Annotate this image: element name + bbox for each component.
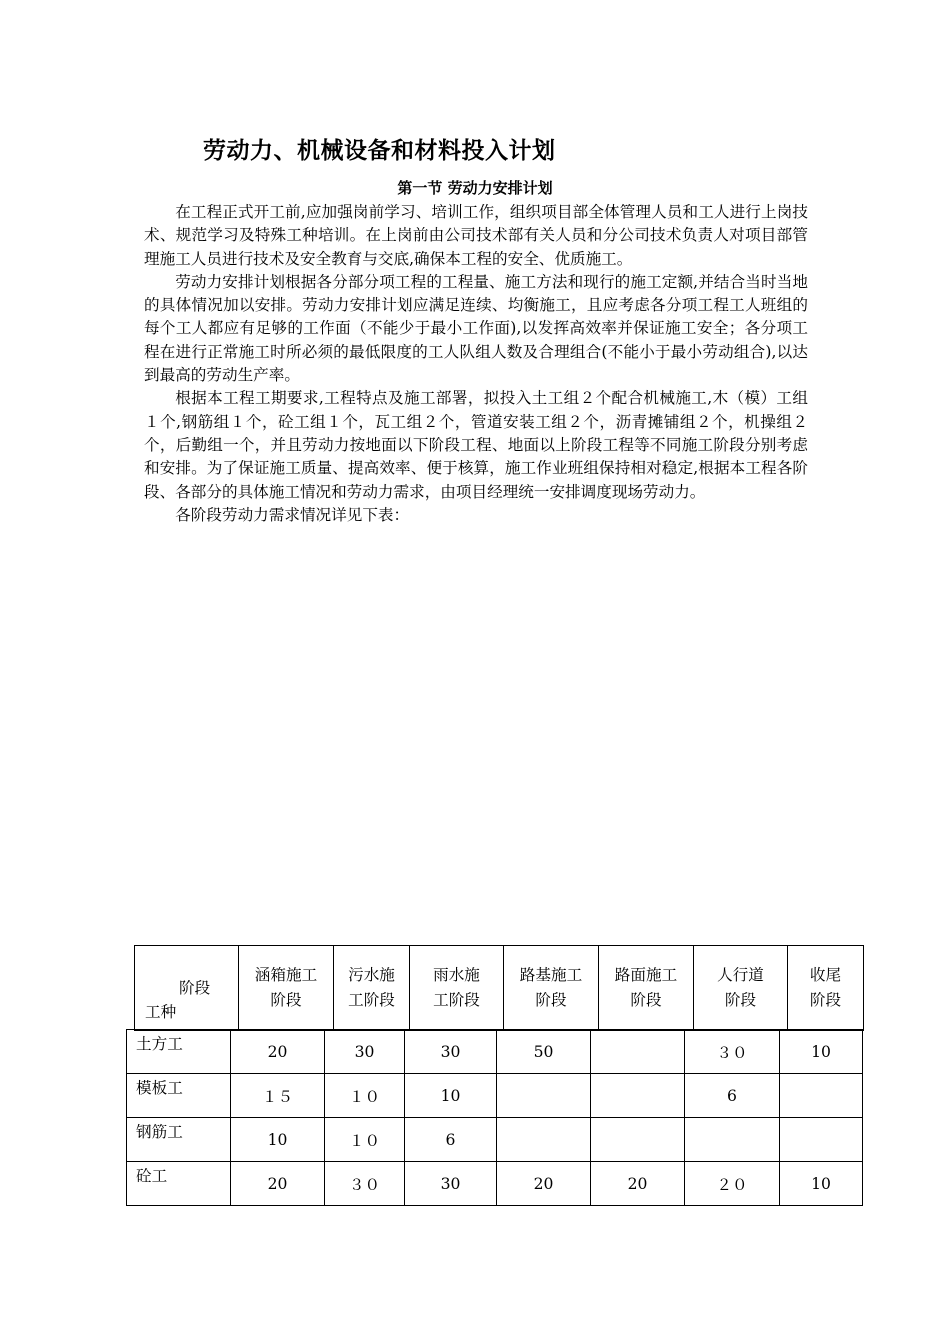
table-row: [127, 1162, 863, 1206]
table-cell: 30: [405, 1030, 497, 1074]
column-header: 收尾 阶段: [788, 946, 864, 1031]
table-cell: ３０: [685, 1030, 780, 1074]
table-cell: [591, 1118, 685, 1162]
table-cell: 20: [591, 1162, 685, 1206]
table-row: [127, 1074, 863, 1118]
table-cell: 10: [405, 1074, 497, 1118]
table-cell: 30: [405, 1162, 497, 1206]
table-cell: ２０: [685, 1162, 780, 1206]
table-cell: 6: [685, 1074, 780, 1118]
paragraph-1: 在工程正式开工前,应加强岗前学习、培训工作，组织项目部全体管理人员和工人进行上岗技术、规范学习及特殊工种培训。在上岗前由公司技术部有关人员和分公司技术负责人对项目部管理施工人员进行技术及安全教育与交底,确保本工程的安全、优质施工。: [144, 203, 808, 268]
column-header: 污水施 工阶段: [334, 946, 410, 1031]
table-cell: 50: [497, 1030, 591, 1074]
body-text: [144, 201, 808, 527]
table-cell: ３０: [325, 1162, 405, 1206]
table-cell: 20: [231, 1162, 325, 1206]
table-cell: [780, 1074, 863, 1118]
table-cell: １０: [325, 1074, 405, 1118]
corner-trade-label: 工种: [145, 1003, 177, 1021]
table-row: [127, 1030, 863, 1074]
paragraph-2: 劳动力安排计划根据各分部分项工程的工程量、施工方法和现行的施工定额,并结合当时当地的具体情况加以安排。劳动力安排计划应满足连续、均衡施工，且应考虑各分项工程工人班组的每个工人都应有足够的工作面（不能少于最小工作面),以发挥高效率并保证施工安全；各分项工程在进行正常施工时所必须的最低限度的工人队组人数及合理组合(不能小于最小劳动组合),以达到最高的劳动生产率。: [144, 272, 808, 385]
table-cell: [780, 1118, 863, 1162]
table-cell: 10: [780, 1162, 863, 1206]
column-header: 雨水施 工阶段: [410, 946, 504, 1031]
table-cell: [497, 1074, 591, 1118]
table-cell: １０: [325, 1118, 405, 1162]
row-label: 钢筋工: [127, 1118, 231, 1162]
paragraph-4: 各阶段劳动力需求情况详见下表：: [175, 505, 410, 524]
table-cell: 20: [497, 1162, 591, 1206]
column-header: 人行道 阶段: [694, 946, 788, 1031]
section-heading: 第一节 劳动力安排计划: [397, 179, 553, 197]
labor-table-header: [134, 945, 864, 1031]
table-cell: 30: [325, 1030, 405, 1074]
table-cell: 6: [405, 1118, 497, 1162]
labor-table-body: [126, 1029, 863, 1206]
table-cell: [497, 1118, 591, 1162]
table-cell: [685, 1118, 780, 1162]
table-cell: 10: [780, 1030, 863, 1074]
corner-stage-label: 阶段: [179, 979, 211, 997]
corner-cell: [135, 946, 239, 1031]
column-header: 路基施工 阶段: [504, 946, 599, 1031]
column-header: 路面施工 阶段: [599, 946, 694, 1031]
table-cell: １５: [231, 1074, 325, 1118]
table-cell: 10: [231, 1118, 325, 1162]
table-row: [127, 1118, 863, 1162]
document-title: 劳动力、机械设备和材料投入计划: [203, 138, 556, 164]
table-header-row: [135, 946, 864, 1031]
column-header: 涵箱施工 阶段: [239, 946, 334, 1031]
row-label: 土方工: [127, 1030, 231, 1074]
row-label: 模板工: [127, 1074, 231, 1118]
paragraph-3: 根据本工程工期要求,工程特点及施工部署，拟投入土工组２个配合机械施工,木（模）工组１个,钢筋组１个，砼工组１个，瓦工组２个，管道安装工组２个，沥青摊铺组２个，机操组２个，后勤组一个，并且劳动力按地面以下阶段工程、地面以上阶段工程等不同施工阶段分别考虑和安排。为了保证施工质量、提高效率、便于核算，施工作业班组保持相对稳定,根据本工程各阶段、各部分的具体施工情况和劳动力需求，由项目经理统一安排调度现场劳动力。: [144, 389, 808, 501]
table-cell: 20: [231, 1030, 325, 1074]
row-label: 砼工: [127, 1162, 231, 1206]
table-cell: [591, 1030, 685, 1074]
table-cell: [591, 1074, 685, 1118]
